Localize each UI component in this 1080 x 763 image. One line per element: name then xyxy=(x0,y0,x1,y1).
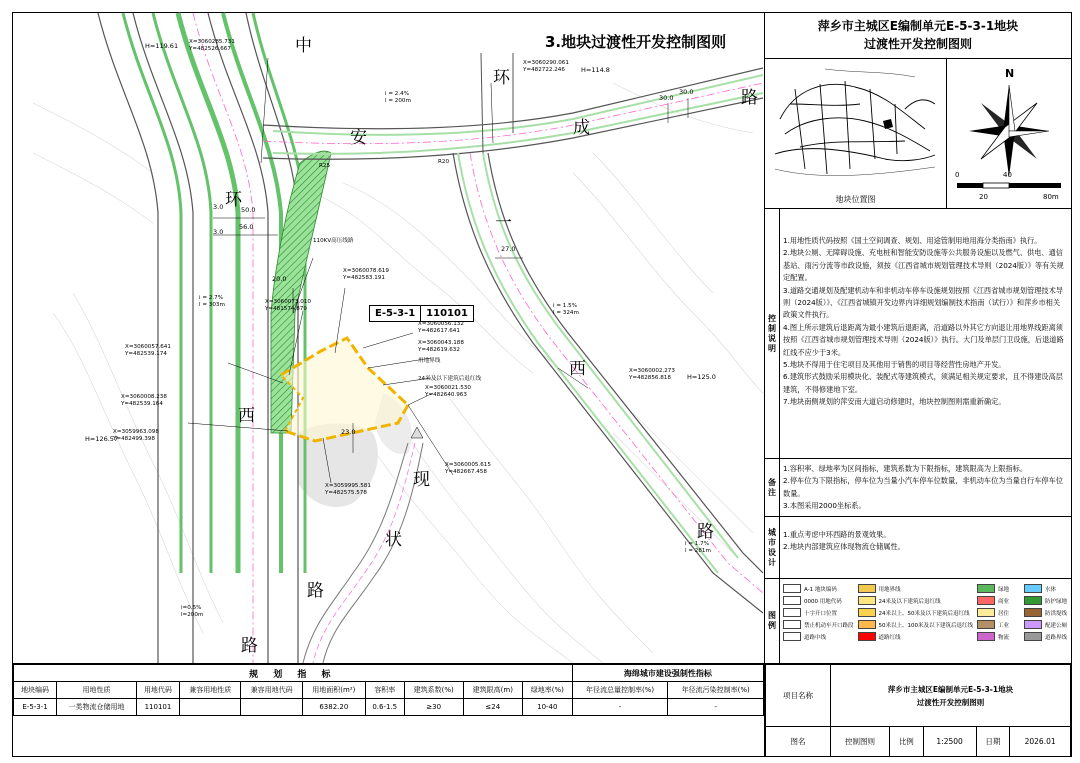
scale-value: 1:2500 xyxy=(923,727,976,757)
legend-text: 道路红线 xyxy=(878,634,901,641)
legend-text: 用地界线 xyxy=(878,586,901,593)
legend-item xyxy=(858,607,974,618)
legend-item xyxy=(977,583,1020,594)
road-char-an: 安 xyxy=(350,128,367,148)
radius-25: R25 xyxy=(319,163,331,169)
control-note: 6.建筑形式鼓励采用模块化、装配式等建筑模式，须满足相关规定要求，且不得建设高层建筑，不得修建地下室。 xyxy=(783,372,1063,394)
title-block-table xyxy=(765,664,1071,757)
parcel-use-code: 110101 xyxy=(420,306,473,321)
road-char-xian: 现 xyxy=(413,470,430,490)
setback-label: 24米及以下建筑后退红线 xyxy=(418,376,482,382)
coord-pt: X=3060002.273 Y=482856.818 xyxy=(629,368,675,381)
project-line1: 萍乡市主城区E编制单元E-5-3-1地块 xyxy=(887,684,1014,694)
legend-item xyxy=(783,619,854,630)
index-cell: 6382.20 xyxy=(302,699,365,716)
remark-note: 2.停车位为下限指标，停车位为当量小汽车停车位数量，非机动车位为当量自行车停车位数量。 xyxy=(783,476,1063,498)
legend-item xyxy=(783,607,854,618)
location-map-drawing xyxy=(765,59,945,187)
map-drawing xyxy=(13,13,763,663)
date-label: 日期 xyxy=(976,727,1010,757)
index-cell: 0.6-1.5 xyxy=(365,699,404,716)
dim-20: 20.0 xyxy=(272,275,287,283)
legend-item xyxy=(783,595,854,606)
legend-swatch xyxy=(858,584,876,593)
remark-label: 备注 xyxy=(765,459,780,516)
dim-30b: 30.0 xyxy=(679,88,694,96)
index-cell xyxy=(241,699,302,716)
index-col-header: 兼容用地性质 xyxy=(180,682,241,699)
date-value: 2026.01 xyxy=(1010,727,1071,757)
road-char-lu3: 路 xyxy=(307,581,324,601)
index-col-header: 兼容用地代码 xyxy=(241,682,302,699)
index-cell: ≥30 xyxy=(404,699,463,716)
control-note: 4.图上所示建筑后退距离为最小建筑后退距离，沿道路以外其它方向退让用地界线距离须按照《江西省城市规划管理技术导则（2024版）》执行。大门及单层门卫设施，后退道路红线不应少于3米。 xyxy=(783,322,1064,357)
legend-swatch xyxy=(858,596,876,605)
remark-note: 1.容积率、绿地率为区间指标，建筑系数为下限指标，建筑限高为上限指标。 xyxy=(783,464,1028,473)
plan-index-header: 规 划 指 标 xyxy=(14,665,573,682)
elev-1: H=119.61 xyxy=(145,42,179,50)
remark-notes xyxy=(783,463,1067,513)
dim-30a: 30.0 xyxy=(659,94,674,102)
road-char-lu1: 路 xyxy=(741,88,758,108)
parcel-code: E-5-3-1 xyxy=(375,308,416,319)
index-col-header: 年径流污染控制率(%) xyxy=(668,682,764,699)
design-notes xyxy=(783,529,1067,554)
legend-text: 24米以上、50米及以下建筑后退红线 xyxy=(878,610,970,617)
scale-label: 比例 xyxy=(889,727,923,757)
control-map xyxy=(13,13,763,663)
control-note: 7.地块南侧规划的萍安南大道启动修建时，地块控制图则需重新确定。 xyxy=(783,397,1006,407)
legend-swatch xyxy=(1024,596,1042,605)
coord-pt: X=3060057.641 Y=482539.174 xyxy=(125,344,171,357)
legend-text: 居住 xyxy=(998,610,1010,617)
legend-item xyxy=(977,595,1020,606)
index-cell: E-5-3-1 xyxy=(14,699,57,716)
legend-item xyxy=(1024,583,1067,594)
legend-item xyxy=(858,595,974,606)
scale-tick-40: 40 xyxy=(1003,171,1012,179)
control-note: 3.道路交通规划及配建机动车和非机动车停车设施规划按照《江西省城市规划管理技术导则（2024版）》、《江西省城镇开发边界内详细规划编制技术指南（试行）》和萍乡市相关政策文件执行。 xyxy=(783,285,1063,320)
dim-23: 23.0 xyxy=(341,428,356,436)
legend-item xyxy=(1024,607,1067,618)
road-char-huan: 环 xyxy=(225,190,242,210)
road-char-huan2: 环 xyxy=(493,68,510,88)
dim-3b: 3.0 xyxy=(213,228,224,236)
legend-text: 防洪堤线 xyxy=(1044,610,1067,617)
control-notes xyxy=(783,235,1067,409)
index-col-header: 地块编码 xyxy=(14,682,57,699)
legend-swatch xyxy=(858,632,876,641)
design-label: 城市设计 xyxy=(765,517,780,578)
slope-3: i = 1.5% l = 324m xyxy=(553,303,579,316)
road-char-xi: 西 xyxy=(238,406,255,426)
coord-pt: X=3060285.731 Y=482526.667 xyxy=(189,39,235,52)
coord-pt: X=3060056.132 Y=482617.641 xyxy=(418,321,464,334)
title-block xyxy=(764,663,1071,757)
control-notes-block xyxy=(765,209,1071,459)
remark-block xyxy=(765,459,1071,517)
legend-text: A-1 地块编码 xyxy=(804,586,837,593)
dim-3a: 3.0 xyxy=(213,203,224,211)
remark-note: 3.本图采用2000坐标系。 xyxy=(783,501,866,511)
elev-2: H=114.8 xyxy=(581,66,610,74)
side-title xyxy=(765,13,1071,59)
legend-swatch xyxy=(977,608,995,617)
design-block xyxy=(765,517,1071,579)
road-char-yi: 一 xyxy=(495,213,512,233)
legend-swatch xyxy=(783,620,801,629)
legend-text: 禁止机动车开口路段 xyxy=(804,622,854,629)
legend-swatch xyxy=(858,620,876,629)
legend-text: 24米及以下建筑后退红线 xyxy=(878,598,941,605)
index-cell: 一类物流仓储用地 xyxy=(57,699,137,716)
control-note: 1.用地性质代码按照《国土空间调查、规划、用途管制用地用海分类指南》执行。 xyxy=(783,236,1042,245)
legend-item xyxy=(858,619,974,630)
elev-4: H=126.57 xyxy=(85,435,119,443)
legend-text: 工业 xyxy=(998,622,1010,629)
coord-pt: X=3060008.238 Y=482539.164 xyxy=(121,394,167,407)
legend-text: 50米以上、100米及以下建筑后退红线 xyxy=(878,622,974,629)
index-col-header: 建筑系数(%) xyxy=(404,682,463,699)
location-block xyxy=(765,59,1071,209)
dim-56: 56.0 xyxy=(239,223,254,231)
drawing-name: 控制图则 xyxy=(831,727,890,757)
legend-text: 防护绿地 xyxy=(1044,598,1067,605)
legend-swatch xyxy=(783,608,801,617)
project-name xyxy=(831,665,1071,727)
dim-27: 27.0 xyxy=(501,245,516,253)
legend-swatch xyxy=(783,596,801,605)
legend-text: 水体 xyxy=(1044,586,1056,593)
hv-line-label: 110KV高压线路 xyxy=(313,238,354,244)
side-panel xyxy=(764,13,1071,663)
legend-label: 图例 xyxy=(765,579,780,663)
legend-swatch xyxy=(1024,620,1042,629)
legend-swatch xyxy=(783,584,801,593)
legend-text: 道路中线 xyxy=(804,634,827,641)
coord-pt: X=3060073.010 Y=481574.879 xyxy=(265,299,311,312)
legend-item xyxy=(977,607,1020,618)
index-cell: 110101 xyxy=(136,699,179,716)
slope-5: i=0.5% l=200m xyxy=(181,605,204,618)
index-col-header: 建筑限高(m) xyxy=(463,682,522,699)
location-map xyxy=(765,59,947,209)
legend-swatch xyxy=(977,596,995,605)
road-char-cheng: 成 xyxy=(573,118,590,138)
location-caption: 地块位置图 xyxy=(835,195,876,204)
land-line-label: 用地界线 xyxy=(418,358,441,364)
legend-swatch xyxy=(977,620,995,629)
side-title-line1: 萍乡市主城区E编制单元E-5-3-1地块 xyxy=(817,19,1019,33)
north-arrow-icon xyxy=(947,59,1071,169)
haimian-index-header: 海绵城市建设强制性指标 xyxy=(572,665,763,682)
side-title-line2: 过渡性开发控制图则 xyxy=(863,37,972,51)
project-label: 项目名称 xyxy=(766,665,831,727)
north-block xyxy=(947,59,1071,209)
control-note: 2.地块公厕、无障碍设施、充电桩和智能安防设施等公共服务设施以及燃气、供电、通信基站、雨污分流等市政设施，须按《江西省城市规划管理技术导则（2024版）》等有关规定配置。 xyxy=(783,248,1064,283)
index-col-header: 用地代码 xyxy=(136,682,179,699)
legend-text: 0000 用地代码 xyxy=(804,598,842,605)
map-title: 3.地块过渡性开发控制图则 xyxy=(545,33,727,51)
legend-swatch xyxy=(1024,632,1042,641)
legend-item xyxy=(1024,619,1067,630)
legend-item xyxy=(783,631,854,642)
legend-item xyxy=(1024,631,1067,642)
legend-text: 配建公厕 xyxy=(1044,622,1067,629)
index-blank xyxy=(14,716,764,755)
coord-pt: X=3060078.619 Y=482583.191 xyxy=(343,268,389,281)
legend-swatch xyxy=(783,632,801,641)
index-cell xyxy=(180,699,241,716)
legend-swatch xyxy=(977,632,995,641)
control-notes-label: 控制说明 xyxy=(765,209,780,458)
index-cell: 10-40 xyxy=(522,699,572,716)
index-col-header: 用地面积(m²) xyxy=(302,682,365,699)
elev-3: H=125.0 xyxy=(687,373,716,381)
index-col-header: 绿地率(%) xyxy=(522,682,572,699)
index-col-header: 容积率 xyxy=(365,682,404,699)
index-col-header: 用地性质 xyxy=(57,682,137,699)
scale-tick-80: 80m xyxy=(1043,193,1059,201)
coord-pt: X=3060021.530 Y=482640.963 xyxy=(425,385,471,398)
coord-pt: X=3060043.188 Y=482619.632 xyxy=(418,340,464,353)
legend-block xyxy=(765,579,1071,663)
coord-pt: X=3059995.581 Y=482575.578 xyxy=(325,483,371,496)
dim-50: 50.0 xyxy=(241,206,256,214)
legend-text: 商业 xyxy=(998,598,1010,605)
legend-text: 物流 xyxy=(998,634,1010,641)
legend-text: 十字开口位置 xyxy=(804,610,838,617)
legend-item xyxy=(858,583,974,594)
legend-swatch xyxy=(858,608,876,617)
legend-grid xyxy=(783,583,1067,659)
project-line2: 过渡性开发控制图则 xyxy=(916,697,985,707)
scale-tick-0: 0 xyxy=(955,171,960,179)
index-table xyxy=(13,664,764,754)
legend-text: 道路界线 xyxy=(1044,634,1067,641)
slope-2: i = 2.7% l = 303m xyxy=(199,295,225,308)
legend-swatch xyxy=(1024,584,1042,593)
design-note: 2.地块内部建筑应体现物流仓储属性。 xyxy=(783,542,905,552)
road-char-xi2: 西 xyxy=(569,359,586,379)
legend-item xyxy=(783,583,854,594)
legend-swatch xyxy=(1024,608,1042,617)
radius-20: R20 xyxy=(438,159,450,165)
legend-swatch xyxy=(977,584,995,593)
road-char-zhong: 中 xyxy=(295,36,312,56)
parcel-code-box xyxy=(369,305,474,322)
road-char-lu4: 路 xyxy=(241,636,258,656)
road-char-lu2: 路 xyxy=(697,522,714,542)
index-table-area xyxy=(13,663,764,757)
coord-pt: X=3060290.061 Y=482722.246 xyxy=(523,60,569,73)
legend-text: 绿地 xyxy=(998,586,1010,593)
coord-pt: X=3059963.098 Y=482499.398 xyxy=(113,429,159,442)
index-cell: - xyxy=(668,699,764,716)
coord-pt: X=3060005.615 Y=482667.458 xyxy=(445,462,491,475)
index-cell: ≤24 xyxy=(463,699,522,716)
legend-item xyxy=(858,631,974,642)
drawing-label: 图名 xyxy=(766,727,831,757)
scale-tick-20: 20 xyxy=(979,193,988,201)
slope-4: i = 1.7% l = 281m xyxy=(685,541,711,554)
legend-item xyxy=(1024,595,1067,606)
legend-item xyxy=(977,631,1020,642)
legend-item xyxy=(977,619,1020,630)
control-note: 5.地块不得用于住宅项目及其他用于销售的项目等经营性房地产开发。 xyxy=(783,360,1006,370)
design-note: 1.重点考虑中环西路的景观效果。 xyxy=(783,530,891,539)
index-cell: - xyxy=(572,699,668,716)
road-char-zhuang: 状 xyxy=(385,530,402,550)
index-col-header: 年径流总量控制率(%) xyxy=(572,682,668,699)
slope-1: i = 2.4% l = 200m xyxy=(385,91,411,104)
north-label: N xyxy=(1005,67,1015,80)
